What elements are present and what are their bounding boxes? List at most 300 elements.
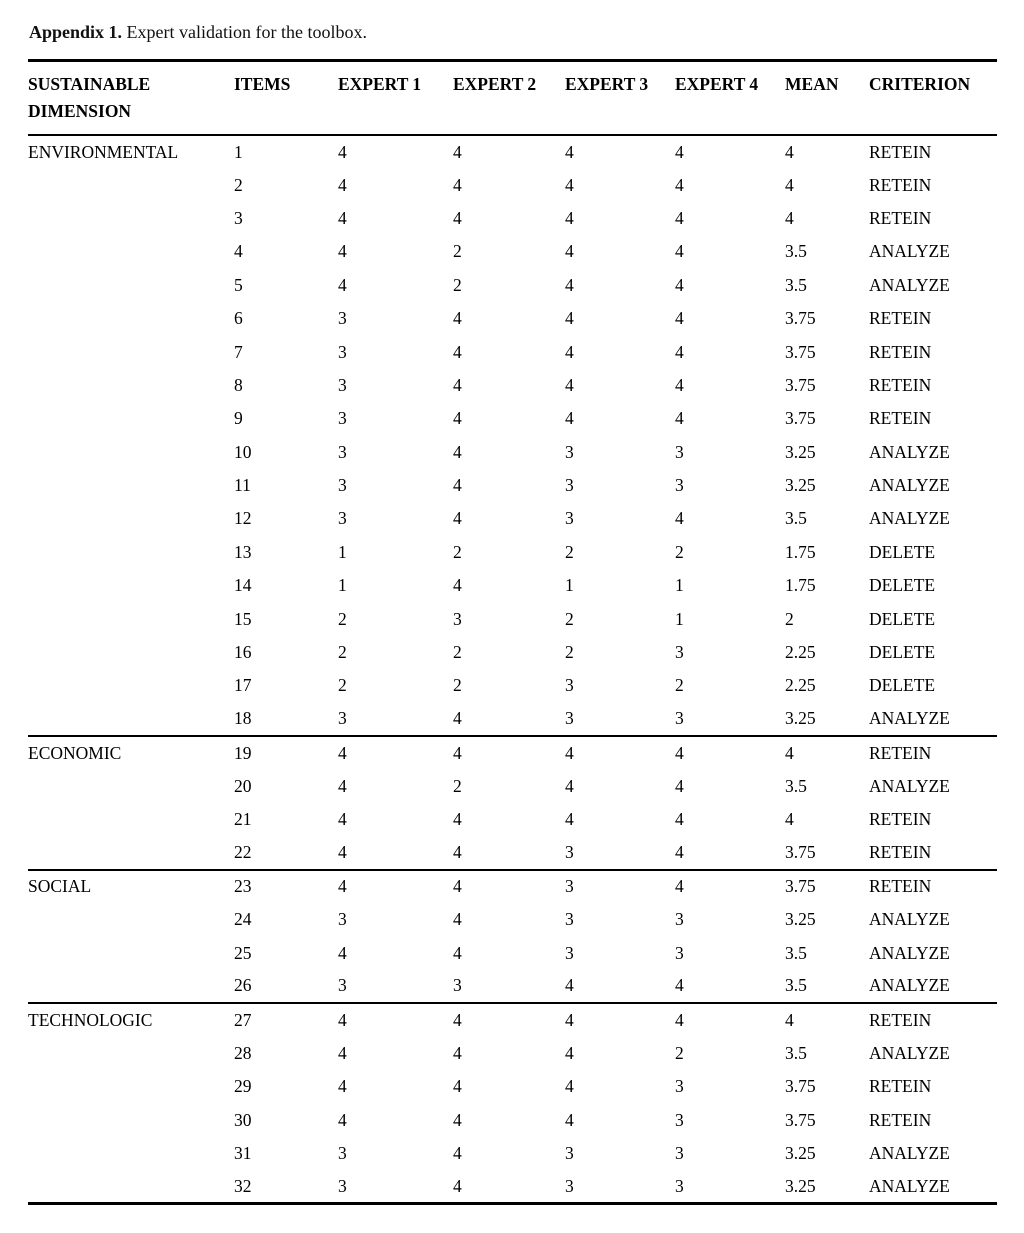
expert4-cell: 3 xyxy=(675,942,684,963)
expert3-cell: 4 xyxy=(565,775,574,796)
mean-cell: 3.25 xyxy=(785,1142,816,1163)
expert2-cell: 4 xyxy=(453,870,565,903)
table-row xyxy=(28,936,997,969)
mean-cell: 3.75 xyxy=(785,841,816,862)
expert1-cell: 4 xyxy=(338,809,347,829)
table-caption xyxy=(29,20,997,44)
mean-cell: 3.5 xyxy=(785,241,807,262)
mean-cell: 3.5 xyxy=(785,274,807,295)
dimension-cell xyxy=(28,669,234,702)
mean-cell: 3.25 xyxy=(785,708,816,729)
expert1-cell: 3 xyxy=(338,1142,347,1163)
expert4-cell: 3 xyxy=(675,1142,684,1163)
mean-cell: 3.75 xyxy=(785,1076,816,1097)
expert3-cell: 3 xyxy=(565,841,574,862)
mean-cell: 4 xyxy=(785,207,794,228)
expert4-cell: 4 xyxy=(675,374,684,395)
expert4-cell: 4 xyxy=(675,241,684,262)
expert1-cell: 3 xyxy=(338,441,347,462)
mean-cell: 4 xyxy=(785,809,794,829)
expert4-cell: 4 xyxy=(675,141,684,162)
mean-cell: 3.5 xyxy=(785,942,807,963)
expert2-cell: 2 xyxy=(453,274,462,295)
dimension-cell xyxy=(28,769,234,802)
criterion-cell: ANALYZE xyxy=(869,508,950,529)
expert3-cell: 4 xyxy=(565,174,574,195)
expert2-cell: 4 xyxy=(453,909,462,930)
expert4-cell: 3 xyxy=(675,1175,684,1196)
item-cell: 3 xyxy=(234,207,243,228)
expert1-cell: 2 xyxy=(338,675,347,696)
table-row xyxy=(28,1137,997,1170)
header-expert-3: EXPERT 3 xyxy=(565,61,675,136)
expert3-cell: 4 xyxy=(565,975,574,996)
expert2-cell: 4 xyxy=(453,1142,462,1163)
expert1-cell: 4 xyxy=(338,141,347,162)
item-cell: 27 xyxy=(234,1003,338,1036)
expert4-cell: 2 xyxy=(675,541,684,562)
expert1-cell: 4 xyxy=(338,207,347,228)
expert2-cell: 2 xyxy=(453,775,462,796)
item-cell: 19 xyxy=(234,736,338,769)
table-row xyxy=(28,836,997,869)
table-row xyxy=(28,870,997,903)
expert4-cell: 4 xyxy=(675,841,684,862)
dimension-cell xyxy=(28,469,234,502)
criterion-cell: ANALYZE xyxy=(869,475,950,496)
expert4-cell: 4 xyxy=(675,274,684,295)
expert1-cell: 3 xyxy=(338,374,347,395)
table-row xyxy=(28,335,997,368)
expert4-cell: 4 xyxy=(675,1003,785,1036)
expert4-cell: 2 xyxy=(675,675,684,696)
expert2-cell: 4 xyxy=(453,1175,462,1196)
table-section-economic xyxy=(28,736,997,870)
expert2-cell: 3 xyxy=(453,608,462,629)
expert2-cell: 4 xyxy=(453,308,462,329)
dimension-cell xyxy=(28,168,234,201)
criterion-cell: ANALYZE xyxy=(869,1142,950,1163)
table-row xyxy=(28,235,997,268)
table-row xyxy=(28,369,997,402)
table-row xyxy=(28,1003,997,1036)
expert1-cell: 4 xyxy=(338,870,453,903)
expert1-cell: 4 xyxy=(338,942,347,963)
caption-text: Expert validation for the toolbox. xyxy=(122,22,367,42)
table-row xyxy=(28,669,997,702)
criterion-cell: DELETE xyxy=(869,608,936,629)
mean-cell: 4 xyxy=(785,141,794,162)
caption-label: Appendix 1. xyxy=(29,22,123,42)
criterion-cell: DELETE xyxy=(869,541,936,562)
criterion-cell: RETEIN xyxy=(869,870,997,903)
criterion-cell: RETEIN xyxy=(869,809,932,829)
expert2-cell: 4 xyxy=(453,374,462,395)
table-row xyxy=(28,502,997,535)
criterion-cell: RETEIN xyxy=(869,308,932,329)
expert4-cell: 3 xyxy=(675,441,684,462)
mean-cell: 2 xyxy=(785,608,794,629)
dimension-cell xyxy=(28,536,234,569)
dimension-cell xyxy=(28,803,234,836)
expert2-cell: 4 xyxy=(453,475,462,496)
item-cell: 26 xyxy=(234,975,252,996)
expert2-cell: 4 xyxy=(453,1042,462,1063)
expert4-cell: 4 xyxy=(675,207,684,228)
item-cell: 20 xyxy=(234,775,252,796)
criterion-cell: ANALYZE xyxy=(869,1042,950,1063)
table-row xyxy=(28,703,997,736)
expert4-cell: 4 xyxy=(675,508,684,529)
mean-cell: 3.25 xyxy=(785,909,816,930)
item-cell: 2 xyxy=(234,174,243,195)
table-row xyxy=(28,302,997,335)
header-sustainable-dimension xyxy=(28,61,234,136)
expert3-cell: 3 xyxy=(565,475,574,496)
table-row xyxy=(28,135,997,168)
header-expert-4: EXPERT 4 xyxy=(675,61,785,136)
criterion-cell: ANALYZE xyxy=(869,241,950,262)
mean-cell: 1.75 xyxy=(785,541,816,562)
expert3-cell: 3 xyxy=(565,1175,574,1196)
dimension-cell: ENVIRONMENTAL xyxy=(28,141,179,162)
expert1-cell: 2 xyxy=(338,608,347,629)
item-cell: 30 xyxy=(234,1109,252,1130)
item-cell: 23 xyxy=(234,870,338,903)
item-cell: 28 xyxy=(234,1042,252,1063)
expert2-cell: 4 xyxy=(453,1109,462,1130)
expert4-cell: 3 xyxy=(675,1109,684,1130)
item-cell: 15 xyxy=(234,608,252,629)
expert1-cell: 4 xyxy=(338,174,347,195)
expert1-cell: 3 xyxy=(338,708,347,729)
item-cell: 16 xyxy=(234,642,252,663)
dimension-cell xyxy=(28,903,234,936)
criterion-cell: ANALYZE xyxy=(869,942,950,963)
criterion-cell: ANALYZE xyxy=(869,274,950,295)
item-cell: 1 xyxy=(234,141,243,162)
expert1-cell: 3 xyxy=(338,475,347,496)
expert3-cell: 1 xyxy=(565,575,574,596)
expert3-cell: 4 xyxy=(565,241,574,262)
expert4-cell: 3 xyxy=(675,909,684,930)
item-cell: 32 xyxy=(234,1175,252,1196)
dimension-cell xyxy=(28,369,234,402)
mean-cell: 3.75 xyxy=(785,408,816,429)
dimension-cell xyxy=(28,836,234,869)
mean-cell: 3.75 xyxy=(785,308,816,329)
expert4-cell: 4 xyxy=(675,736,785,769)
expert4-cell: 1 xyxy=(675,608,684,629)
expert2-cell: 4 xyxy=(453,1076,462,1097)
expert1-cell: 4 xyxy=(338,1042,347,1063)
item-cell: 17 xyxy=(234,675,252,696)
table-row xyxy=(28,469,997,502)
table-row xyxy=(28,769,997,802)
expert4-cell: 3 xyxy=(675,642,684,663)
criterion-cell: RETEIN xyxy=(869,141,932,162)
expert2-cell: 4 xyxy=(453,736,565,769)
table-row xyxy=(28,269,997,302)
item-cell: 13 xyxy=(234,541,252,562)
table-row xyxy=(28,1037,997,1070)
criterion-cell: RETEIN xyxy=(869,207,932,228)
table-row xyxy=(28,436,997,469)
item-cell: 11 xyxy=(234,475,251,496)
table-section-social xyxy=(28,870,997,1004)
table-row xyxy=(28,803,997,836)
expert2-cell: 4 xyxy=(453,408,462,429)
expert1-cell: 4 xyxy=(338,241,347,262)
expert1-cell: 3 xyxy=(338,1175,347,1196)
expert4-cell: 4 xyxy=(675,308,684,329)
dimension-cell xyxy=(28,1037,234,1070)
dimension-cell xyxy=(28,1070,234,1103)
expert2-cell: 4 xyxy=(453,508,462,529)
expert1-cell: 3 xyxy=(338,408,347,429)
table-row xyxy=(28,168,997,201)
dimension-cell xyxy=(28,703,234,736)
expert1-cell: 4 xyxy=(338,841,347,862)
expert4-cell: 4 xyxy=(675,809,684,829)
criterion-cell: RETEIN xyxy=(869,841,932,862)
dimension-cell xyxy=(28,569,234,602)
expert3-cell: 3 xyxy=(565,508,574,529)
table-row xyxy=(28,1070,997,1103)
mean-cell: 3.25 xyxy=(785,1175,816,1196)
dimension-cell xyxy=(28,235,234,268)
item-cell: 12 xyxy=(234,508,252,529)
expert3-cell: 3 xyxy=(565,942,574,963)
item-cell: 18 xyxy=(234,708,252,729)
mean-cell: 3.5 xyxy=(785,775,807,796)
expert2-cell: 4 xyxy=(453,575,462,596)
expert4-cell: 3 xyxy=(675,1076,684,1097)
mean-cell: 4 xyxy=(785,736,869,769)
header-criterion: CRITERION xyxy=(869,61,997,136)
criterion-cell: ANALYZE xyxy=(869,441,950,462)
expert2-cell: 4 xyxy=(453,708,462,729)
expert4-cell: 4 xyxy=(675,870,785,903)
table-section-environmental xyxy=(28,135,997,736)
mean-cell: 1.75 xyxy=(785,575,816,596)
expert3-cell: 4 xyxy=(565,141,574,162)
dimension-cell xyxy=(28,402,234,435)
table-row xyxy=(28,903,997,936)
item-cell: 24 xyxy=(234,909,252,930)
expert3-cell: 3 xyxy=(565,675,574,696)
criterion-cell: DELETE xyxy=(869,675,936,696)
expert2-cell: 2 xyxy=(453,675,462,696)
expert1-cell: 3 xyxy=(338,341,347,362)
item-cell: 5 xyxy=(234,274,243,295)
dimension-cell xyxy=(28,936,234,969)
header-row xyxy=(28,61,997,136)
expert1-cell: 4 xyxy=(338,736,453,769)
header-expert-1: EXPERT 1 xyxy=(338,61,453,136)
header-mean: MEAN xyxy=(785,61,869,136)
criterion-cell: DELETE xyxy=(869,642,936,663)
dimension-cell xyxy=(28,1103,234,1136)
expert3-cell: 4 xyxy=(565,1109,574,1130)
expert1-cell: 4 xyxy=(338,274,347,295)
item-cell: 6 xyxy=(234,308,243,329)
mean-cell: 2.25 xyxy=(785,675,816,696)
criterion-cell: RETEIN xyxy=(869,408,932,429)
mean-cell: 4 xyxy=(785,174,794,195)
item-cell: 25 xyxy=(234,942,252,963)
expert4-cell: 4 xyxy=(675,775,684,796)
dimension-cell xyxy=(28,636,234,669)
expert4-cell: 1 xyxy=(675,575,684,596)
criterion-cell: ANALYZE xyxy=(869,975,950,996)
expert3-cell: 4 xyxy=(565,341,574,362)
dimension-cell: ECONOMIC xyxy=(28,736,234,769)
expert1-cell: 1 xyxy=(338,575,347,596)
expert2-cell: 4 xyxy=(453,441,462,462)
expert1-cell: 3 xyxy=(338,975,347,996)
expert1-cell: 3 xyxy=(338,508,347,529)
item-cell: 14 xyxy=(234,575,252,596)
criterion-cell: DELETE xyxy=(869,575,936,596)
mean-cell: 3.5 xyxy=(785,508,807,529)
expert2-cell: 4 xyxy=(453,1003,565,1036)
dimension-cell: SOCIAL xyxy=(28,870,234,903)
expert1-cell: 1 xyxy=(338,541,347,562)
expert2-cell: 2 xyxy=(453,241,462,262)
table-row xyxy=(28,202,997,235)
item-cell: 8 xyxy=(234,374,243,395)
expert4-cell: 4 xyxy=(675,975,684,996)
table-row xyxy=(28,602,997,635)
criterion-cell: ANALYZE xyxy=(869,1175,950,1196)
expert1-cell: 4 xyxy=(338,775,347,796)
criterion-cell: RETEIN xyxy=(869,174,932,195)
mean-cell: 2.25 xyxy=(785,642,816,663)
criterion-cell: ANALYZE xyxy=(869,775,950,796)
expert3-cell: 4 xyxy=(565,1003,675,1036)
expert3-cell: 4 xyxy=(565,308,574,329)
mean-cell: 3.25 xyxy=(785,475,816,496)
dimension-cell xyxy=(28,602,234,635)
item-cell: 7 xyxy=(234,341,243,362)
mean-cell: 3.5 xyxy=(785,975,807,996)
expert2-cell: 3 xyxy=(453,975,462,996)
expert1-cell: 3 xyxy=(338,308,347,329)
expert1-cell: 2 xyxy=(338,642,347,663)
table-row xyxy=(28,402,997,435)
dimension-cell xyxy=(28,302,234,335)
dimension-cell xyxy=(28,1170,234,1203)
expert3-cell: 3 xyxy=(565,1142,574,1163)
table-row xyxy=(28,1170,997,1203)
expert2-cell: 2 xyxy=(453,642,462,663)
expert2-cell: 4 xyxy=(453,341,462,362)
table-row xyxy=(28,970,997,1003)
item-cell: 9 xyxy=(234,408,243,429)
dimension-cell xyxy=(28,436,234,469)
criterion-cell: RETEIN xyxy=(869,1003,997,1036)
criterion-cell: RETEIN xyxy=(869,1076,932,1097)
expert2-cell: 4 xyxy=(453,207,462,228)
expert1-cell: 4 xyxy=(338,1076,347,1097)
mean-cell: 3.75 xyxy=(785,374,816,395)
expert4-cell: 4 xyxy=(675,174,684,195)
expert3-cell: 2 xyxy=(565,642,574,663)
criterion-cell: ANALYZE xyxy=(869,909,950,930)
dimension-cell xyxy=(28,335,234,368)
expert3-cell: 3 xyxy=(565,441,574,462)
table-row xyxy=(28,536,997,569)
mean-cell: 3.75 xyxy=(785,341,816,362)
expert2-cell: 4 xyxy=(453,174,462,195)
expert-validation-table xyxy=(28,59,997,1205)
mean-cell: 3.75 xyxy=(785,1109,816,1130)
dimension-cell xyxy=(28,1137,234,1170)
dimension-cell xyxy=(28,202,234,235)
expert3-cell: 3 xyxy=(565,909,574,930)
expert3-cell: 4 xyxy=(565,207,574,228)
table-row xyxy=(28,569,997,602)
expert4-cell: 3 xyxy=(675,475,684,496)
expert1-cell: 3 xyxy=(338,909,347,930)
mean-cell: 3.75 xyxy=(785,870,869,903)
table-row xyxy=(28,1103,997,1136)
expert4-cell: 2 xyxy=(675,1042,684,1063)
expert3-cell: 4 xyxy=(565,408,574,429)
dimension-cell xyxy=(28,970,234,1003)
expert4-cell: 4 xyxy=(675,341,684,362)
item-cell: 4 xyxy=(234,241,243,262)
table-section-technologic xyxy=(28,1003,997,1203)
expert2-cell: 4 xyxy=(453,141,462,162)
item-cell: 21 xyxy=(234,809,252,829)
mean-cell: 3.5 xyxy=(785,1042,807,1063)
expert2-cell: 2 xyxy=(453,541,462,562)
expert3-cell: 4 xyxy=(565,374,574,395)
expert3-cell: 2 xyxy=(565,608,574,629)
item-cell: 31 xyxy=(234,1142,252,1163)
expert3-cell: 2 xyxy=(565,541,574,562)
expert3-cell: 4 xyxy=(565,736,675,769)
expert2-cell: 4 xyxy=(453,809,462,829)
expert3-cell: 3 xyxy=(565,870,675,903)
expert4-cell: 3 xyxy=(675,708,684,729)
item-cell: 29 xyxy=(234,1076,252,1097)
criterion-cell: RETEIN xyxy=(869,736,997,769)
dimension-cell xyxy=(28,269,234,302)
expert3-cell: 4 xyxy=(565,1076,574,1097)
item-cell: 10 xyxy=(234,441,252,462)
criterion-cell: ANALYZE xyxy=(869,708,950,729)
mean-cell: 4 xyxy=(785,1003,869,1036)
table-row xyxy=(28,736,997,769)
expert3-cell: 4 xyxy=(565,274,574,295)
expert2-cell: 4 xyxy=(453,841,462,862)
header-items: ITEMS xyxy=(234,61,338,136)
expert3-cell: 4 xyxy=(565,809,574,829)
criterion-cell: RETEIN xyxy=(869,1109,932,1130)
expert4-cell: 4 xyxy=(675,408,684,429)
table-row xyxy=(28,636,997,669)
header-sustainable-dimension-label: SUSTAINABLE DIMENSION xyxy=(28,74,151,121)
expert3-cell: 3 xyxy=(565,708,574,729)
expert1-cell: 4 xyxy=(338,1003,453,1036)
criterion-cell: RETEIN xyxy=(869,341,932,362)
mean-cell: 3.25 xyxy=(785,441,816,462)
dimension-cell xyxy=(28,502,234,535)
dimension-cell: TECHNOLOGIC xyxy=(28,1003,234,1036)
